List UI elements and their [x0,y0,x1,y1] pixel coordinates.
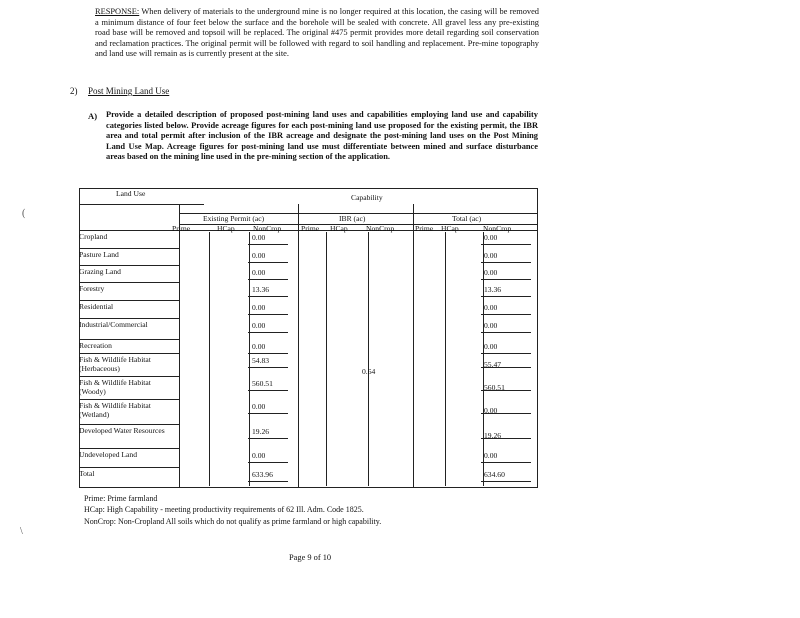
subcol-header-2-2: NonCrop [483,224,512,233]
row-rule [79,448,179,449]
row-label: Fish & Wildlife Habitat (Wetland) [79,401,151,419]
row-label: Forestry [79,284,105,293]
cell-rule [248,367,288,368]
cell-rule [248,353,288,354]
row-label: Total [79,469,95,478]
value-existing-noncrop: 633.96 [252,470,273,479]
value-total-noncrop: 0.00 [484,268,498,277]
group-rule [179,204,180,488]
row-rule [79,424,179,425]
column-rule [368,232,369,486]
subcol-header-2-0: Prime [415,224,434,233]
row-label: Developed Water Resources [79,426,165,435]
value-total-noncrop: 0.00 [484,406,498,415]
group-header-2: Total (ac) [452,214,482,223]
row-rule [79,467,179,468]
value-ibr-noncrop: 0.64 [362,367,376,376]
value-total-noncrop: 0.00 [484,342,498,351]
row-rule [79,399,179,400]
row-label: Cropland [79,232,108,241]
value-existing-noncrop: 19.26 [252,427,270,436]
value-total-noncrop: 19.26 [484,431,502,440]
legend [84,493,381,527]
land-use-table [79,188,538,488]
row-rule [79,282,179,283]
cell-rule [481,279,531,280]
value-total-noncrop: 13.36 [484,285,502,294]
group-header-1: IBR (ac) [339,214,366,223]
subcol-header-1-1: HCap [330,224,348,233]
row-rule [79,300,179,301]
column-rule [209,232,210,486]
table-bottom-rule [79,487,538,488]
value-total-noncrop: 0.00 [484,251,498,260]
cell-rule [248,244,288,245]
cell-rule [481,314,531,315]
subcol-header-0-0: Prime [172,224,191,233]
value-existing-noncrop: 0.00 [252,233,266,242]
row-rule [79,318,179,319]
cell-rule [481,244,531,245]
legend-hcap: HCap: High Capability - meeting productivity requirements of 62 Ill. Adm. Code 1825. [84,505,364,515]
legend-prime: Prime: Prime farmland [84,494,158,503]
value-existing-noncrop: 0.00 [252,321,266,330]
cell-rule [248,332,288,333]
subcol-header-0-2: NonCrop [253,224,282,233]
cell-rule [248,481,288,482]
cell-rule [248,413,288,414]
header-capability: Capability [351,193,383,202]
section-number: 2) [70,86,78,96]
cell-rule [481,296,531,297]
value-total-noncrop: 55.47 [484,360,502,369]
cell-rule [481,262,531,263]
group-rule [537,204,538,488]
value-existing-noncrop: 13.36 [252,285,270,294]
group-rule [298,204,299,488]
group-header-0: Existing Permit (ac) [203,214,265,223]
row-label: Undeveloped Land [79,450,137,459]
value-existing-noncrop: 0.00 [252,251,266,260]
table-top-rule [79,188,538,189]
cell-rule [248,279,288,280]
row-label: Grazing Land [79,267,121,276]
row-rule [79,353,179,354]
value-existing-noncrop: 0.00 [252,268,266,277]
subcol-header-2-1: HCap [441,224,459,233]
table-rule [79,204,204,205]
row-rule [79,248,179,249]
value-existing-noncrop: 560.51 [252,379,273,388]
value-existing-noncrop: 0.00 [252,451,266,460]
row-label: Recreation [79,341,112,350]
row-rule [79,376,179,377]
value-total-noncrop: 0.00 [484,451,498,460]
header-land-use: Land Use [116,189,146,198]
cell-rule [248,390,288,391]
page-number: Page 9 of 10 [289,553,332,562]
row-rule [79,339,179,340]
group-rule [413,204,414,488]
question-label: A) [88,111,98,121]
cell-rule [248,296,288,297]
response-paragraph [95,7,539,60]
row-label: Fish & Wildlife Habitat (Herbaceous) [79,355,151,373]
section-heading [70,86,169,96]
value-total-noncrop: 0.00 [484,321,498,330]
row-label: Pasture Land [79,250,119,259]
row-label: Residential [79,302,114,311]
value-total-noncrop: 560.51 [484,383,505,392]
value-existing-noncrop: 0.00 [252,402,266,411]
value-total-noncrop: 0.00 [484,303,498,312]
subcol-header-1-2: NonCrop [366,224,395,233]
punch-mark: \ [20,526,23,537]
cell-rule [248,262,288,263]
punch-mark: ( [22,208,26,219]
column-rule [249,232,250,486]
response-text: When delivery of materials to the underground mine is no longer required at this location, the casing will be removed a minimum distance of four feet below the surface and the borehole will be sealed with concrete. All gravel less any pre-existing road base will be removed and topsoil will be replaced. The original #475 permit provides more detail regarding soil conservation and reclamation practices. The original permit will be followed with regard to soil handling and replacement. Pre-mine topography and land use will remain as is currently present at the site. [95,7,539,59]
subcol-header-1-0: Prime [301,224,320,233]
question-text: Provide a detailed description of proposed post-mining land uses and capabilities employing land use and capability categories listed below. Provide acreage figures for each post-mining land use proposed for the existing permit, the IBR area and total permit after inclusion of the IBR acreage and designate the post-mining land uses on the Post Mining Land Use Map. Acreage figures for post-mining land use must differentiate between mined and surface disturbance areas based on the mining line used in the pre-mining section of the application. [106,110,538,162]
cell-rule [248,462,288,463]
cell-rule [481,462,531,463]
cell-rule [481,353,531,354]
legend-noncrop: NonCrop: Non-Cropland All soils which do not qualify as prime farmland or high capability. [84,516,382,526]
column-rule [326,232,327,486]
cell-rule [481,332,531,333]
subcol-header-0-1: HCap [217,224,235,233]
cell-rule [248,438,288,439]
row-label: Fish & Wildlife Habitat (Woody) [79,378,151,396]
section-title: Post Mining Land Use [88,86,170,96]
row-label: Industrial/Commercial [79,320,148,329]
cell-rule [481,481,531,482]
row-rule [79,265,179,266]
cell-rule [248,314,288,315]
value-total-noncrop: 634.60 [484,470,505,479]
value-existing-noncrop: 54.83 [252,356,270,365]
value-total-noncrop: 0.00 [484,233,498,242]
column-rule [445,232,446,486]
response-label: RESPONSE: [95,7,140,16]
value-existing-noncrop: 0.00 [252,342,266,351]
value-existing-noncrop: 0.00 [252,303,266,312]
